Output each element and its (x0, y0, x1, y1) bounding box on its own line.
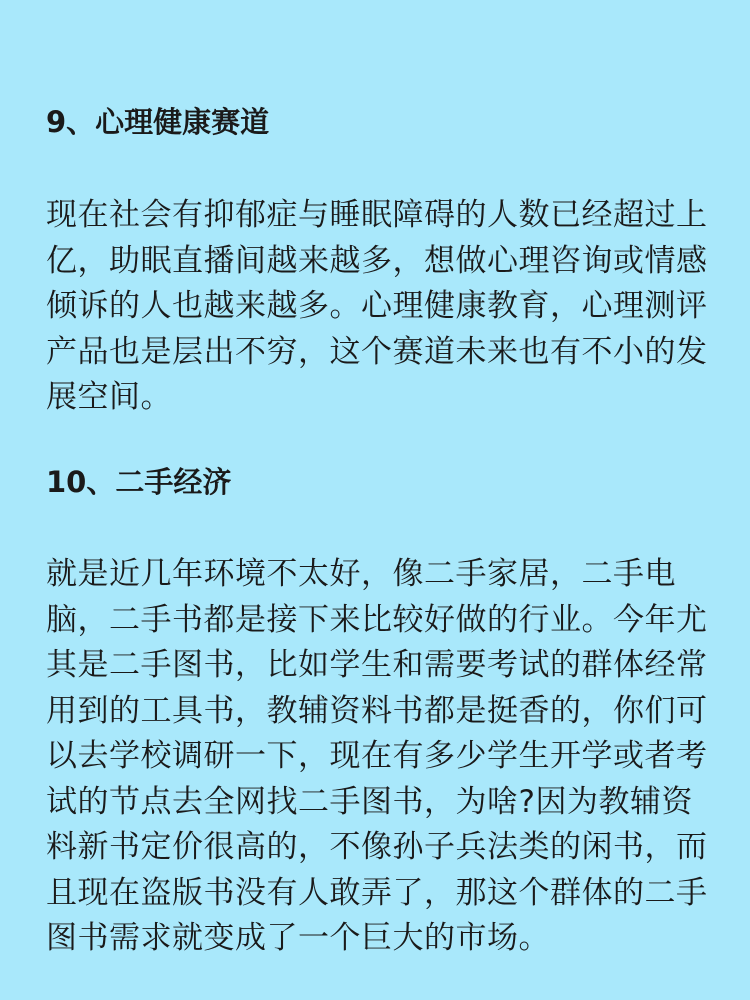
body-line: 倾诉的人也越来越多。心理健康教育，心理测评 (46, 288, 708, 324)
section-body-second-hand-economy (46, 552, 716, 962)
body-line: 亿，助眠直播间越来越多，想做心理咨询或情感 (46, 242, 708, 279)
body-line: 用到的工具书，教辅资料书都是挺香的，你们可 (46, 692, 708, 729)
body-line: 脑，二手书都是接下来比较好做的行业。今年尤 (46, 601, 708, 638)
body-line: 料新书定价很高的，不像孙子兵法类的闲书，而 (46, 829, 708, 865)
body-line: 产品也是层出不穷，这个赛道未来也有不小的发 (46, 333, 708, 370)
body-line: 其是二手图书，比如学生和需要考试的群体经常 (46, 647, 708, 683)
body-line: 就是近几年环境不太好，像二手家居，二手电 (46, 556, 676, 592)
section-body-mental-health (46, 193, 716, 421)
body-line: 试的节点去全网找二手图书，为啥?因为教辅资 (46, 783, 693, 820)
body-line: 现在社会有抑郁症与睡眠障碍的人数已经超过上 (46, 197, 708, 233)
body-line: 图书需求就变成了一个巨大的市场。 (46, 920, 550, 956)
body-line: 以去学校调研一下，现在有多少学生开学或者考 (46, 738, 708, 774)
body-line: 且现在盗版书没有人敢弄了，那这个群体的二手 (46, 874, 708, 911)
body-line: 展空间。 (46, 379, 172, 415)
section-heading-mental-health: 9、心理健康赛道 (46, 105, 270, 139)
section-heading-second-hand-economy: 10、二手经济 (46, 465, 232, 499)
